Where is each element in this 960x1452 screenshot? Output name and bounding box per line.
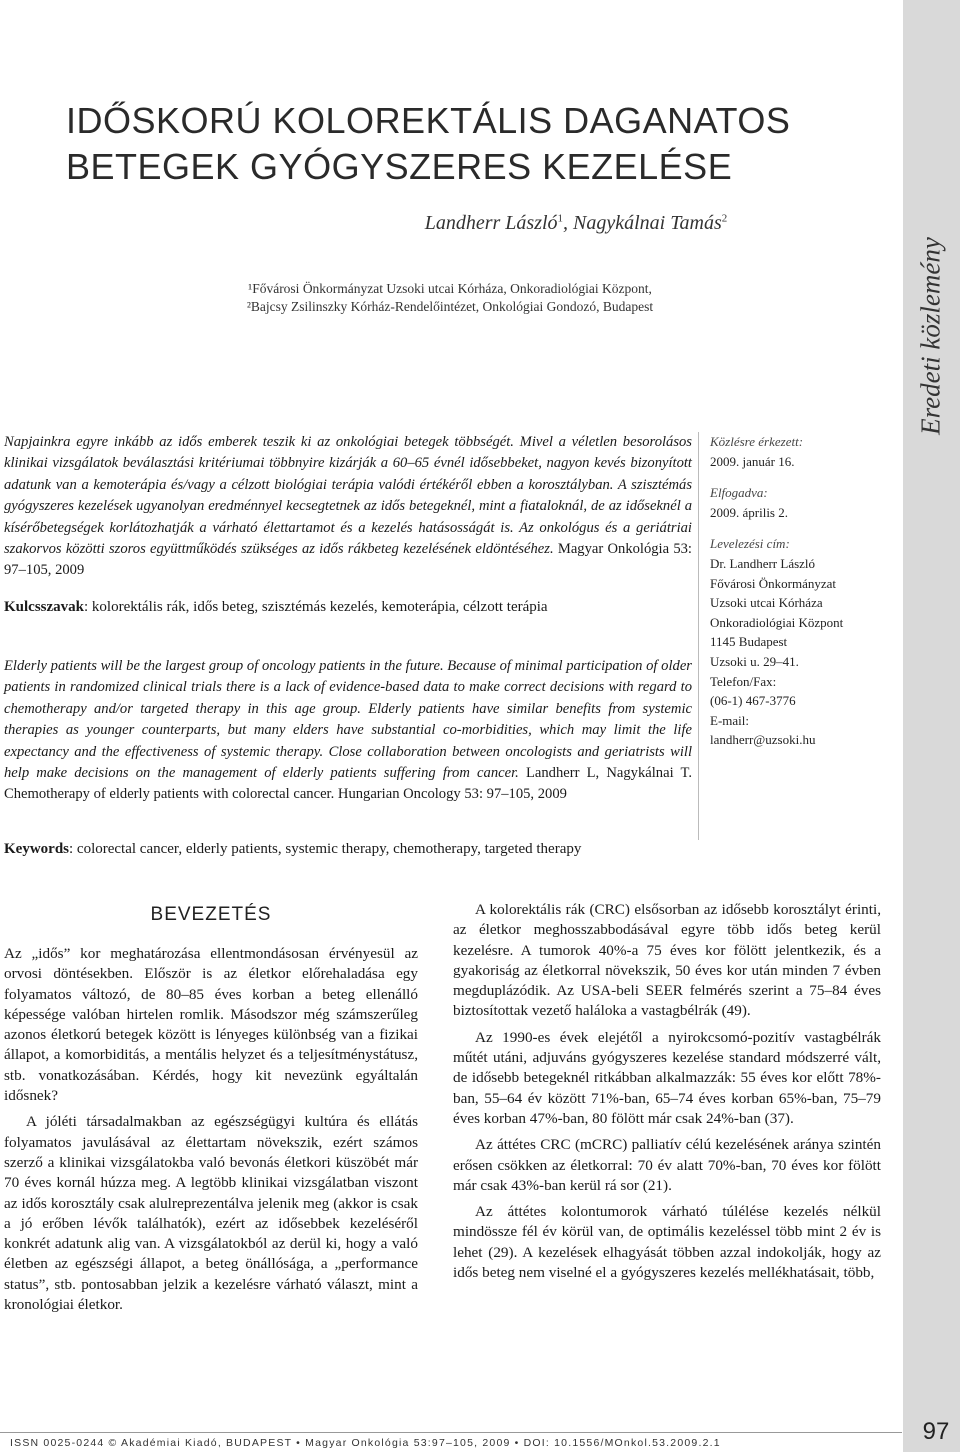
- section-heading: BEVEZETÉS: [150, 904, 272, 925]
- title-line-1: IDŐSKORÚ KOLOREKTÁLIS DAGANATOS: [66, 100, 791, 141]
- page-number: 97: [922, 1418, 950, 1445]
- received-date: 2009. január 16.: [710, 453, 795, 469]
- paragraph: Az 1990-es évek elejétől a nyirokcsomó-pozitív vastagbélrák műtét utáni, adjuváns gyógyszeres kezelése standard módszerré vált, de idősebb betegeknél ritkábban alkalmazzák: 55 éves kor előtt 78%-ban, 55–64 év között 71%-ban, 65–74 éves korban 65%-ban, 75–79 éves korban 47%-ban, 80 fölött már csak 24%-ban (37).: [453, 1028, 881, 1127]
- address-line: Onkoradiológiai Központ: [710, 614, 844, 630]
- address-line: E-mail:: [710, 712, 749, 728]
- author-separator: ,: [563, 212, 574, 234]
- abstract-hu-citation: Magyar Onkológia 53: 97–105, 2009: [4, 541, 692, 579]
- keywords-english: [4, 839, 692, 859]
- address-line: Uzsoki utcai Kórháza: [710, 595, 823, 611]
- article-type-label: Eredeti közlemény: [915, 237, 946, 435]
- address-line: Telefon/Fax:: [710, 673, 777, 689]
- paragraph: Az áttétes CRC (mCRC) palliatív célú kezelésének aránya szintén erősen csökken az életkorral: 70 év alatt 70%-ban, 70 éves kor fölött már csak 43%-ban kerül rá sor (21).: [453, 1136, 881, 1194]
- footer-rule: [0, 1432, 902, 1433]
- column-divider: [698, 432, 699, 840]
- address-line: (06-1) 467-3776: [710, 693, 796, 709]
- author-2-affil: 2: [721, 212, 728, 225]
- paragraph: A kolorektális rák (CRC) elsősorban az idősebb korosztályt érinti, az életkor meghosszabbodásával egyre több idős beteg kerül kezelésre. A tumorok 40%-a 75 éves kor fölött jelentkezik, és a gyakoriság az életkorral növekszik, 50 éves kor után minden 7 évben megduplázódik. Az USA-beli SEER felmérés szerint a 75–84 éves biztosítottak vezető haláloka a vastagbélrák (49).: [453, 901, 881, 1020]
- abstract-en-citation: Landherr L, Nagykálnai T. Chemotherapy of elderly patients with colorectal cancer. Hungarian Oncology 53: 97–105, 2009: [4, 765, 693, 803]
- abstract-en-text: Elderly patients will be the largest group of oncology patients in the future. Because of minimal participation of older patients in randomized clinical trials there is a lack of evidence-based data to make correct decisions with regard to chemotherapy and/or targeted therapy in this age group. Elderly patients have similar benefits from systemic therapies as younger counterparts, but many elders have substantial co-morbidities, which may limit the life expectancy and the effectiveness of systemic therapy. Close collaboration between oncologists and geriatrists will help make decisions on the management of elderly patients suffering from cancer.: [4, 658, 692, 782]
- article-info-panel: [710, 432, 900, 750]
- author-1: Landherr László: [424, 212, 558, 234]
- author-2: Nagykálnai Tamás: [573, 212, 722, 234]
- paragraph: Az „idős” kor meghatározása ellentmondásosan érvényesül az orvosi döntésekben. Először is az életkor előrehaladása egy folyamatos változó, de 80–85 éves korban a beteg ellenálló képessége valóban hirtelen romlik. Másodszor még számszerűleg azonos életkorú betegek között is lényeges különbség van a fizikai állapot, a komorbiditás, a mentális helyzet és a teljesítménystátusz, stb. vonatkozásában. Kérdés, hogy kit nevezünk egyáltalán idősnek?: [4, 945, 418, 1105]
- keywords-en-label: Keywords: [4, 841, 69, 857]
- accepted-date: 2009. április 2.: [710, 504, 788, 520]
- abstract-english: [4, 656, 692, 806]
- body-column-left: [4, 944, 418, 1321]
- abstract-hu-text: Napjainkra egyre inkább az idős emberek teszik ki az onkológiai betegek többségét. Mivel a véletlen besorolásos klinikai vizsgálatok beválasztási kritériumai többnyire kizárják a 60–65 évnél idősebbeket, nagyon kevés bizonyított adatunk van a kemoterápia és/vagy a célzott biológiai terápia valódi értékéről ebben a korosztályban. A szisztémás gyógyszeres kezelések ugyanolyan eredménnyel kecsegtetnek az idős betegeknél, mint a fiataloknál, de az időseknél a kísérőbetegségek korlátozhatják a várható élettartamot és a kezelés hatásosságát is. Az onkológus és a geriátriai szakorvos közötti szoros együttműködés szükséges az idős rákbeteg kezelésének eldöntéséhez.: [4, 434, 692, 558]
- address-label: Levelezési cím:: [710, 536, 790, 552]
- received-label: Közlésre érkezett:: [710, 434, 804, 449]
- keywords-en-text: : colorectal cancer, elderly patients, systemic therapy, chemotherapy, targeted therapy: [69, 841, 582, 857]
- affiliation-1: ¹Fővárosi Önkormányzat Uzsoki utcai Kórháza, Onkoradiológiai Központ,: [248, 281, 652, 296]
- address-line: 1145 Budapest: [710, 634, 788, 650]
- accepted-label: Elfogadva:: [710, 485, 768, 501]
- journal-footer: ISSN 0025-0244 © Akadémiai Kiadó, BUDAPEST • Magyar Onkológia 53:97–105, 2009 • DOI: 10.1556/MOnkol.53.2009.2.1: [10, 1437, 721, 1449]
- address-line: Dr. Landherr László: [710, 555, 816, 571]
- affiliations: [120, 280, 780, 316]
- journal-sidebar: [903, 0, 960, 1452]
- affiliation-2: ²Bajcsy Zsilinszky Kórház-Rendelőintézet, Onkológiai Gondozó, Budapest: [246, 299, 654, 314]
- address-line: Fővárosi Önkormányzat: [710, 575, 837, 591]
- keywords-hu-text: : kolorektális rák, idős beteg, szisztémás kezelés, kemoterápia, célzott terápia: [84, 599, 548, 615]
- address-line: Uzsoki u. 29–41.: [710, 653, 799, 669]
- paragraph: A jóléti társadalmakban az egészségügyi kultúra és ellátás folyamatos javulásával az élettartam növekszik, ezért számos szerző a klinikai vizsgálatokba való bevonás életkori küszöbét már 70 éves kornál húzza meg. A legtöbb klinikai vizsgálatban viszont az idős korosztály csak alulreprezentálva jelenik meg (akkor is csak a jó erőben lévők találhatók), ezért az idősebbek kezeléséről konkrét adatunk alig van. A vizsgálatokból az derül ki, hogy a való életben az egészségi állapot, a beteg önállósága, a „performance status”, stb. pontosabban jelzik a kezelésre várható választ, mint a kronológiai életkor.: [4, 1113, 418, 1314]
- paragraph: Az áttétes kolontumorok várható túlélése kezelés nélkül mindössze fél év körül van, de optimális kezeléssel több mint 2 év is lehet (29). A kezelések elhagyását többen azzal indokolják, hogy az idős beteg nem viselné el a gyógyszeres kezelés mellékhatásait, több,: [453, 1203, 881, 1282]
- abstract-hungarian: [4, 432, 692, 582]
- article-title: [66, 98, 896, 190]
- title-line-2: BETEGEK GYÓGYSZERES KEZELÉSE: [66, 146, 733, 187]
- email-address: landherr@uzsoki.hu: [710, 732, 816, 748]
- author-1-affil: 1: [557, 212, 564, 225]
- authors: [276, 212, 876, 235]
- body-column-right: [453, 900, 881, 1289]
- keywords-hungarian: [4, 597, 692, 617]
- keywords-hu-label: Kulcsszavak: [4, 599, 85, 615]
